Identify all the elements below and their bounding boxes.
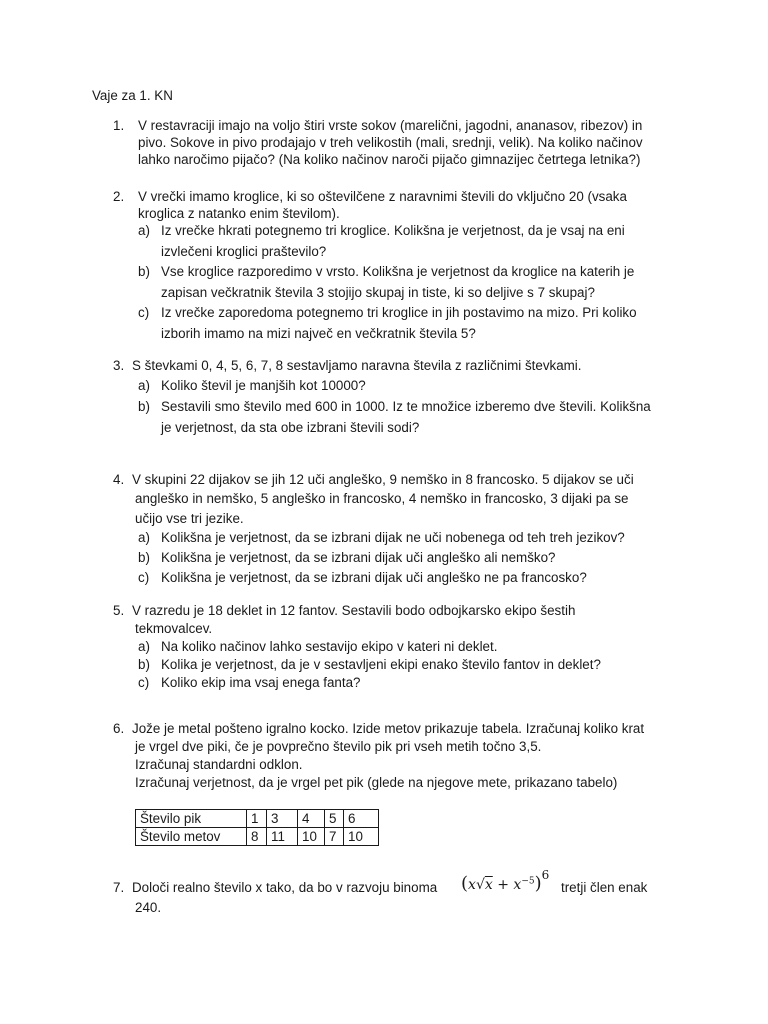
formula-term-exponent: −5	[521, 876, 535, 887]
formula-sqrt-sign: √	[475, 877, 485, 893]
formula-term: x	[513, 877, 522, 893]
question-7-number: 7.	[113, 880, 125, 895]
question-5c-line-1: Koliko ekip ima vsaj enega fanta?	[161, 675, 361, 690]
question-4-number: 4.	[113, 472, 125, 487]
question-2b-line-1: Vse kroglice razporedimo v vrsto. Kolikšna je verjetnost da kroglice na katerih je	[161, 264, 635, 279]
formula-plus: +	[497, 877, 509, 893]
table-cell: 1	[247, 810, 267, 828]
question-2c-label: c)	[138, 305, 150, 320]
table-cell: 3	[267, 810, 298, 828]
table-cell: 10	[344, 828, 379, 846]
table-row	[136, 810, 379, 828]
question-7-line-1-tail: tretji člen enak	[561, 880, 648, 895]
question-6-line-1: Jože je metal pošteno igralno kocko. Izide metov prikazuje tabela. Izračunaj koliko krat	[132, 721, 645, 736]
question-6-line-3: Izračunaj standardni odklon.	[135, 757, 303, 772]
question-5-number: 5.	[113, 603, 125, 618]
question-6-line-2: je vrgel dve piki, če je povprečno število pik pri vseh metih točno 3,5.	[135, 739, 542, 754]
question-2b-label: b)	[138, 264, 150, 279]
question-5a-label: a)	[138, 639, 150, 654]
question-4-line-3: učijo vse tri jezike.	[135, 511, 244, 526]
table-cell: 8	[247, 828, 267, 846]
question-4a-line-1: Kolikšna je verjetnost, da se izbrani dijak ne uči nobenega od teh treh jezikov?	[161, 530, 625, 545]
question-1-line-1: V restavraciji imajo na voljo štiri vrste sokov (marelični, jagodni, ananasov, ribezov) in	[138, 118, 643, 133]
question-5b-label: b)	[138, 657, 150, 672]
table-cell: 5	[325, 810, 344, 828]
question-1-number: 1.	[113, 118, 125, 133]
table-cell: 10	[298, 828, 325, 846]
question-6-line-4: Izračunaj verjetnost, da je vrgel pet pik (glede na njegove mete, prikazano tabelo)	[135, 775, 618, 790]
table-row-label: Število metov	[136, 828, 247, 846]
question-3a-line-1: Koliko števil je manjših kot 10000?	[161, 378, 366, 393]
question-2c-line-2: izborih imamo na mizi največ en večkratnik števila 5?	[161, 326, 476, 341]
question-5a-line-1: Na koliko načinov lahko sestavijo ekipo v kateri ni deklet.	[161, 639, 498, 654]
question-2a-line-2: izvlečeni kroglici praštevilo?	[161, 244, 327, 259]
formula-base-x: x	[468, 877, 476, 893]
question-2b-line-2: zapisan večkratnik števila 3 stojijo skupaj in tiste, ki so deljive s 7 skupaj?	[161, 285, 595, 300]
table-row-label: Število pik	[136, 810, 247, 828]
question-2-line-1: V vrečki imamo kroglice, ki so oštevilčene z naravnimi števili do vključno 20 (vsaka	[138, 189, 627, 204]
formula-sqrt-arg: x	[484, 877, 493, 893]
question-3-line-1: S števkami 0, 4, 5, 6, 7, 8 sestavljamo naravna števila z različnimi števkami.	[132, 358, 582, 373]
question-4-line-2: angleško in nemško, 5 angleško in francosko, 4 nemško in francosko, 3 dijaki pa se	[135, 491, 629, 506]
question-6-number: 6.	[113, 721, 125, 736]
question-2a-label: a)	[138, 223, 150, 238]
question-4b-label: b)	[138, 550, 150, 565]
question-5b-line-1: Kolika je verjetnost, da je v sestavljeni ekipi enako število fantov in deklet?	[161, 657, 601, 672]
question-3a-label: a)	[138, 378, 150, 393]
question-1-line-2: pivo. Sokove in pivo prodajajo v treh velikostih (mali, srednji, velik). Na koliko načinov	[138, 135, 643, 150]
table-cell: 7	[325, 828, 344, 846]
question-2-line-2: kroglica z natanko enim številom).	[138, 206, 340, 221]
question-3b-line-2: je verjetnost, da sta obe izbrani števili sodi?	[161, 420, 420, 435]
question-5-line-1: V razredu je 18 deklet in 12 fantov. Sestavili bodo odbojkarsko ekipo šestih	[132, 603, 576, 618]
question-7-line-1: Določi realno število x tako, da bo v razvoju binoma	[132, 880, 438, 895]
question-3b-line-1: Sestavili smo število med 600 in 1000. Iz te množice izberemo dve števili. Kolikšna	[161, 399, 651, 414]
question-2-number: 2.	[113, 189, 125, 204]
question-2a-line-1: Iz vrečke hkrati potegnemo tri kroglice. Kolikšna je verjetnost, da je vsaj na eni	[161, 223, 625, 238]
formula-outer-exponent: 6	[541, 868, 550, 882]
question-4a-label: a)	[138, 530, 150, 545]
question-7-line-2: 240.	[135, 900, 162, 915]
question-3-number: 3.	[113, 358, 125, 373]
question-4c-label: c)	[138, 570, 150, 585]
dice-results-table	[135, 809, 379, 846]
table-row	[136, 828, 379, 846]
question-5c-label: c)	[138, 675, 150, 690]
question-3b-label: b)	[138, 399, 150, 414]
question-5-line-2: tekmovalcev.	[135, 621, 213, 636]
question-2c-line-1: Iz vrečke zaporedoma potegnemo tri kroglice in jih postavimo na mizo. Pri koliko	[161, 305, 637, 320]
table-cell: 6	[344, 810, 379, 828]
question-4-line-1: V skupini 22 dijakov se jih 12 uči angleško, 9 nemško in 8 francosko. 5 dijakov se uči	[132, 472, 634, 487]
page-title: Vaje za 1. KN	[92, 88, 173, 103]
question-4b-line-1: Kolikšna je verjetnost, da se izbrani dijak uči angleško ali nemško?	[161, 550, 556, 565]
question-4c-line-1: Kolikšna je verjetnost, da se izbrani dijak uči angleško ne pa francosko?	[161, 570, 587, 585]
table-cell: 4	[298, 810, 325, 828]
question-1-line-3: lahko naročimo pijačo? (Na koliko načinov naroči pijačo gimnazijec četrtega letnika?)	[138, 152, 641, 167]
table-cell: 11	[267, 828, 298, 846]
binomial-formula: $(x√x + x^{-5})6$	[461, 868, 550, 894]
